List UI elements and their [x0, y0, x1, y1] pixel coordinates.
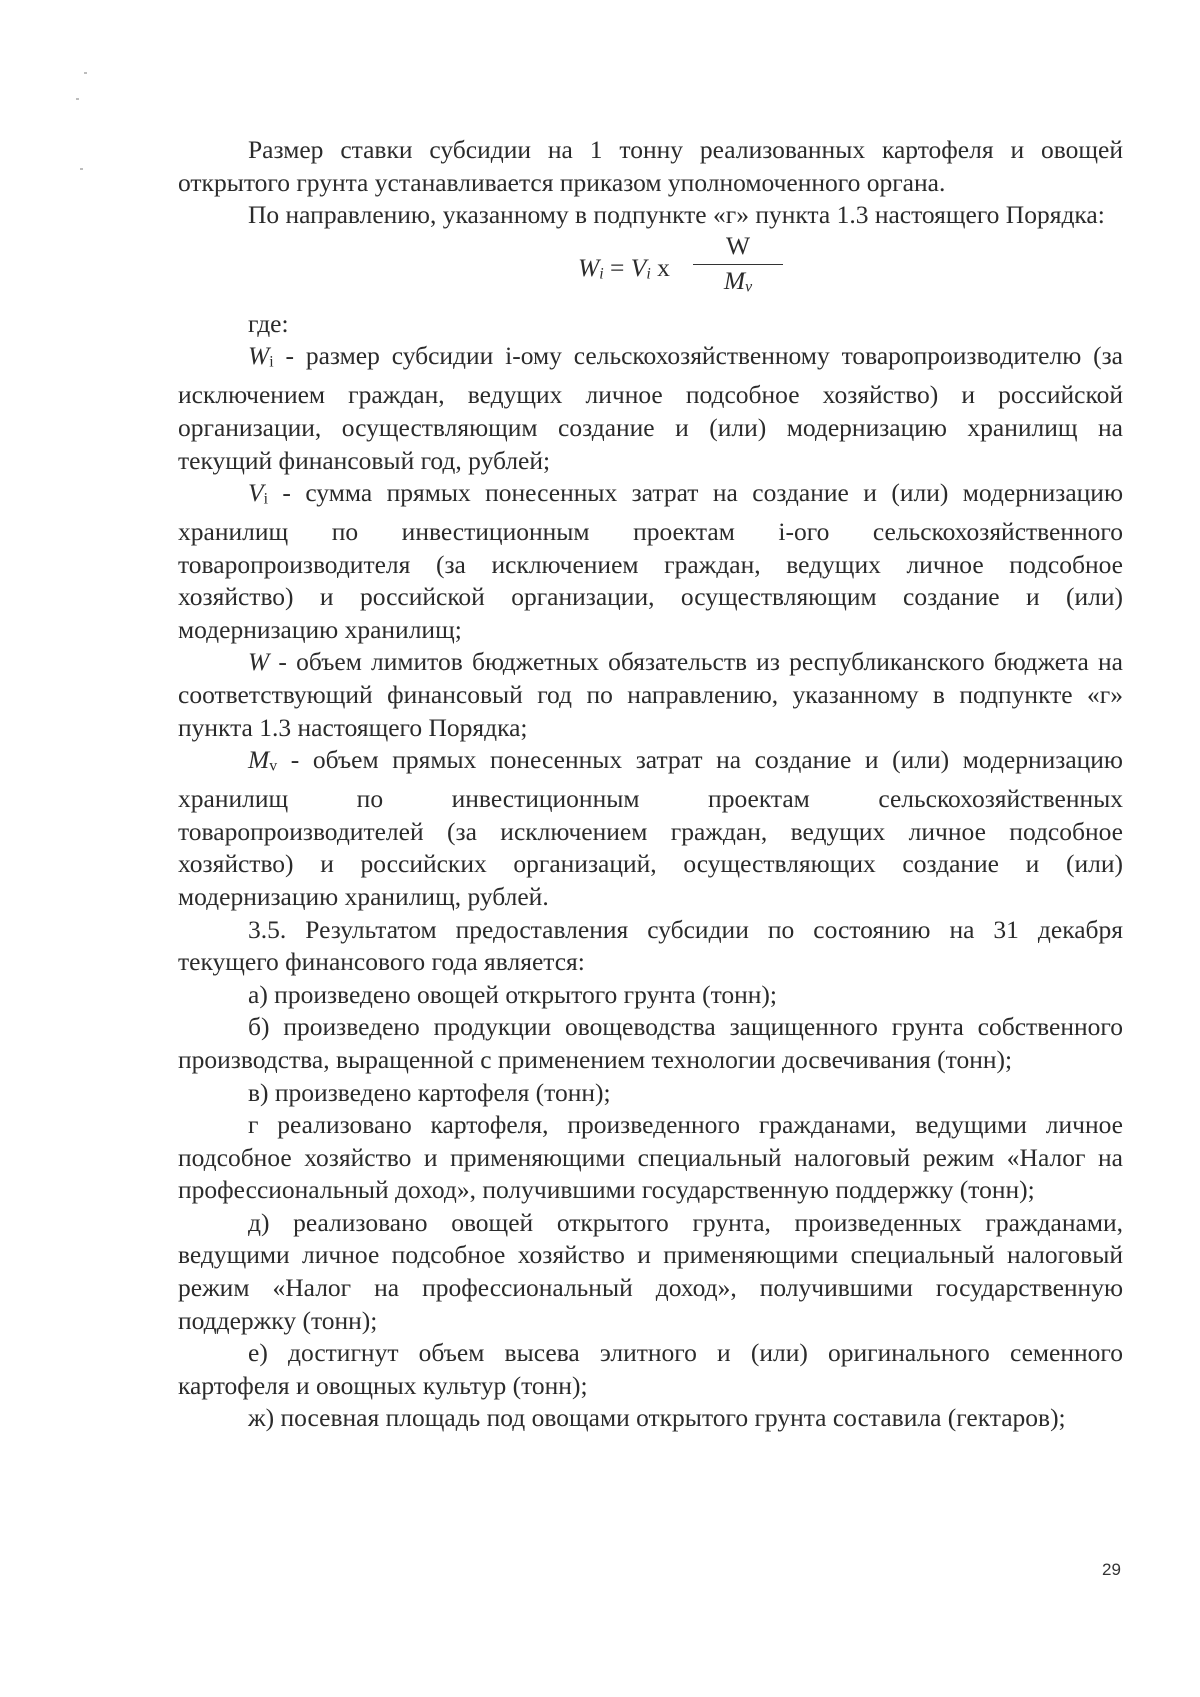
definition-wi: [178, 340, 1123, 477]
scan-speck: [80, 168, 83, 170]
definition-w: [178, 646, 1123, 744]
list-item-v: в) произведено картофеля (тонн);: [248, 1077, 611, 1107]
definition-wi-sub: i: [269, 353, 274, 371]
formula-vi-symbol: V: [630, 252, 647, 282]
where-label: где:: [248, 308, 289, 338]
definition-vi-symbol: V: [248, 478, 264, 508]
definition-vi-text: - сумма прямых понесенных затрат на создание и (или) модернизацию хранилищ по инвестиционным проектам i-ого сельскохозяйственного товаропроизводителя (за исключением граждан, ведущих личное подсобное хозяйство) и российской организации, осуществляющим создание и (или) модернизацию хранилищ;: [178, 478, 1123, 644]
definition-vi-sub: i: [263, 490, 268, 508]
list-item-g: г реализовано картофеля, произведенного гражданами, ведущими личное подсобное хозяйство и применяющими специальный налоговый режим «Налог на профессиональный доход», получившими государственную поддержку (тонн);: [178, 1110, 1123, 1205]
formula-times: x: [650, 252, 670, 282]
definition-mv-sub: v: [269, 757, 278, 775]
formula-vi-sub: i: [646, 265, 651, 283]
formula-equals: =: [603, 252, 631, 282]
definition-mv: [178, 744, 1123, 913]
paragraph-subsidy-rate: Размер ставки субсидии на 1 тонну реализованных картофеля и овощей открытого грунта устанавливается приказом уполномоченного органа.: [178, 135, 1123, 197]
list-item-a: а) произведено овощей открытого грунта (тонн);: [248, 979, 778, 1009]
formula-denominator: [693, 267, 783, 301]
list-item-b: б) произведено продукции овощеводства защищенного грунта собственного производства, выращенной с применением технологии досвечивания (тонн);: [178, 1012, 1123, 1074]
definition-w-symbol: W: [248, 647, 270, 677]
definition-mv-symbol: M: [248, 745, 270, 775]
list-item-d: д) реализовано овощей открытого грунта, произведенных гражданами, ведущими личное подсобное хозяйство и применяющими специальный налоговый режим «Налог на профессиональный доход», получившими государственную поддержку (тонн);: [178, 1207, 1123, 1335]
paragraph-3-5: 3.5. Результатом предоставления субсидии по состоянию на 31 декабря текущего финансового года является:: [178, 914, 1123, 977]
definition-vi: [178, 477, 1123, 646]
scan-speck: [84, 72, 87, 74]
formula-lhs: [578, 252, 670, 291]
definition-mv-text: - объем прямых понесенных затрат на создание и (или) модернизацию хранилищ по инвестиционным проектам сельскохозяйственных товаропроизводителей (за исключением граждан, ведущих личное подсобное хозяйство) и российских организаций, осуществляющих создание и (или) модернизацию хранилищ, рублей.: [178, 745, 1123, 911]
list-item-zh: ж) посевная площадь под овощами открытого грунта составила (гектаров);: [248, 1403, 1066, 1433]
formula-mv-sub: v: [745, 278, 753, 296]
definition-wi-symbol: W: [248, 341, 270, 371]
paragraph-direction-g: По направлению, указанному в подпункте «г» пункта 1.3 настоящего Порядка:: [248, 200, 1105, 230]
definition-wi-text: - размер субсидии i-ому сельскохозяйственному товаропроизводителю (за исключением граждан, ведущих личное подсобное хозяйство) и российской организации, осуществляющим создание и (или) модернизацию хранилищ на текущий финансовый год, рублей;: [178, 341, 1123, 475]
formula: [178, 232, 1123, 308]
list-item-e: е) достигнут объем высева элитного и (или) оригинального семенного картофеля и овощных культур (тонн);: [178, 1338, 1123, 1400]
formula-wi-sub: i: [599, 265, 604, 283]
page-number: 29: [1102, 1560, 1121, 1579]
formula-numerator: W: [725, 230, 751, 260]
scan-speck: [76, 98, 79, 100]
document-body: [178, 134, 1123, 1435]
fraction-bar: [693, 264, 783, 265]
formula-wi-symbol: W: [578, 252, 600, 282]
formula-mv-symbol: M: [723, 265, 746, 295]
definition-w-text: - объем лимитов бюджетных обязательств из республиканского бюджета на соответствующий финансовый год по направлению, указанному в подпункте «г» пункта 1.3 настоящего Порядка;: [178, 647, 1123, 742]
formula-fraction: [693, 232, 783, 301]
